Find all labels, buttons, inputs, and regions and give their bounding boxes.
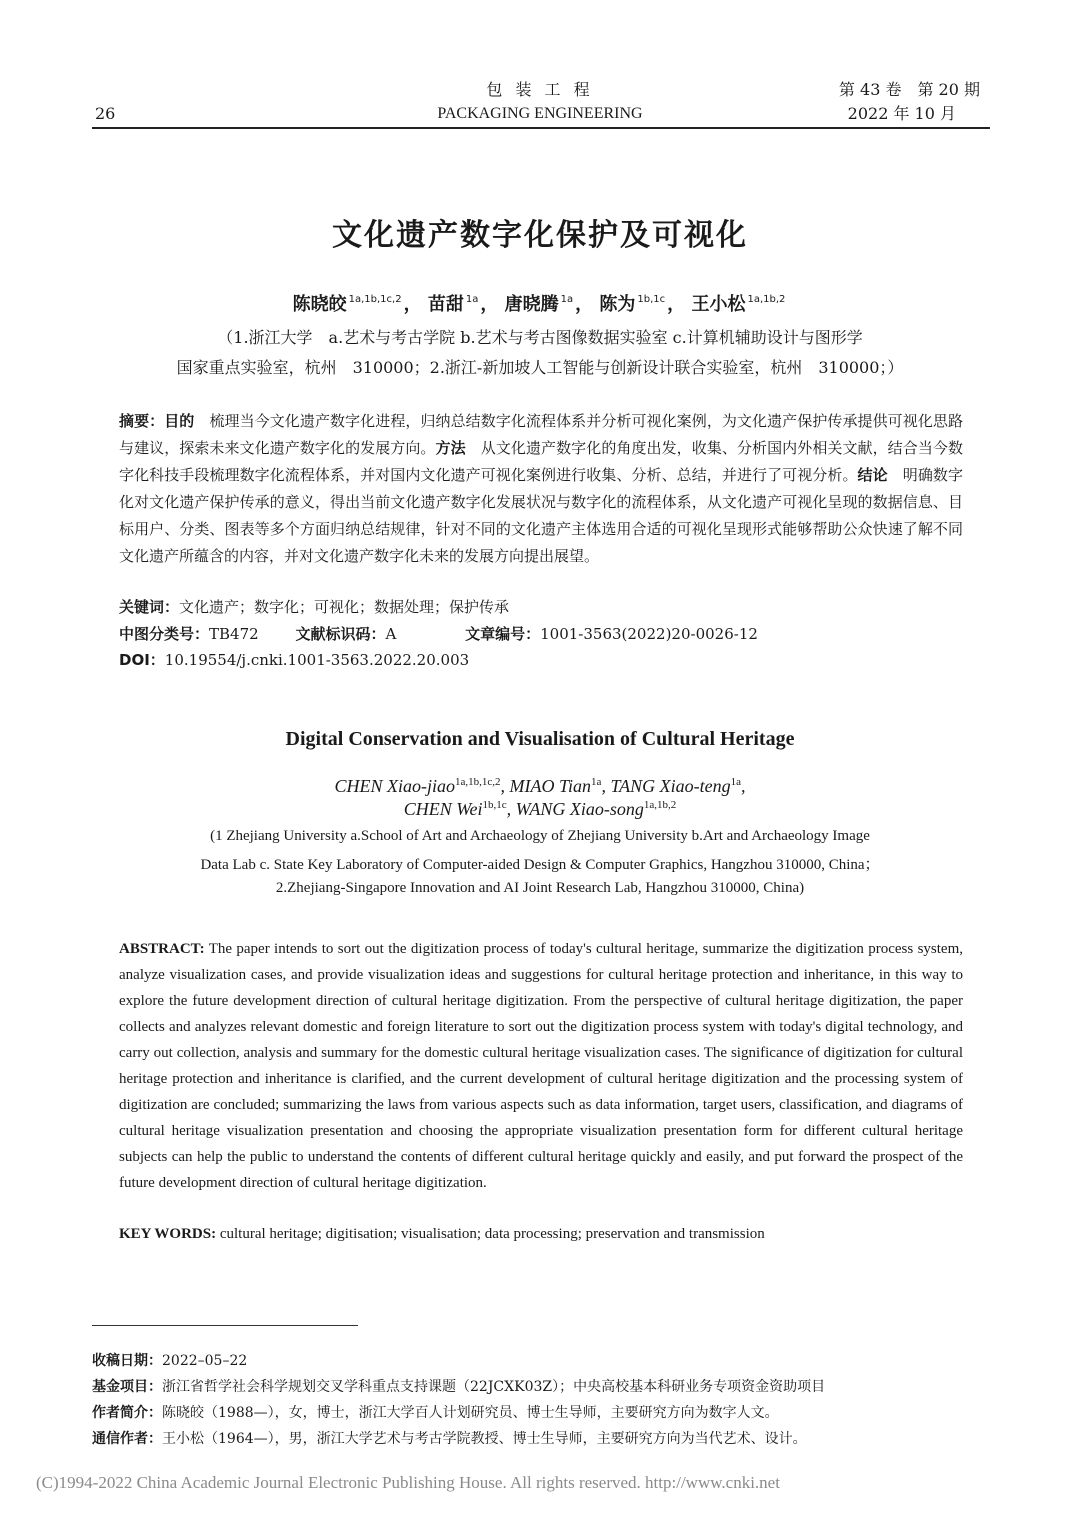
- conclusion-label: 结论: [857, 466, 888, 484]
- header-rule: [92, 127, 990, 129]
- clc-number: TB472: [209, 625, 259, 643]
- abstract-cn: [119, 408, 963, 570]
- paper-title-en: Digital Conservation and Visualisation of Cultural Heritage: [285, 728, 795, 750]
- affiliation-en-line: 2.Zhejiang-Singapore Innovation and AI Joint Research Lab, Hangzhou 310000, China): [275, 880, 805, 896]
- method-text: 从文化遗产数字化的角度出发，收集、分析国内外相关文献，结合当今数字化科技手段梳理数字化流程体系，并对国内文化遗产可视化案例进行收集、分析、总结，并进行了可视分析。: [119, 439, 963, 484]
- footnote-funding: 基金项目：浙江省哲学社会科学规划交叉学科重点支持课题（22JCXK03Z）；中央高校基本科研业务专项资金资助项目: [92, 1379, 826, 1395]
- affiliation-en-line: (1 Zhejiang University a.School of Art and Archaeology of Zhejiang University b.Art and Archaeology Image: [210, 828, 870, 844]
- abstract-en-text: The paper intends to sort out the digitization process of today's cultural heritage, summarize the digitization process system, analyze visualization cases, and provide visualization ideas and suggestions for cultural heritage protection and inheritance, in this way to explore the future development direction of cultural heritage digitization. From the perspective of cultural heritage digitization, the paper collects and analyzes relevant domestic and foreign literature to sort out the digitization process system with today's digital technology, and carry out collection, analysis and summary for the domestic cultural heritage visualization cases. The significance of digitization for cultural heritage protection and inheritance is clarified, and the current development of cultural heritage digitization and the processing system of digitization are concluded; summarizing the laws from various aspects such as data information, target users, classification, and diagrams of cultural heritage visualization presentation and choosing the appropriate visualization presentation form for different cultural heritage subjects can help the public to understand the contents of different cultural heritage quickly and easily, and put forward the prospect of the future development direction of cultural heritage digitization.: [119, 941, 963, 1191]
- affiliation-en-line: Data Lab c. State Key Laboratory of Computer-aided Design & Computer Graphics, Hangzhou 310000, China；: [200, 857, 880, 873]
- footnote-rule: [92, 1325, 358, 1326]
- purpose-label: 目的: [164, 412, 195, 430]
- author-list-en-line1: CHEN Xiao-jiao$^{1a,1b,1c,2}$, MIAO Tian$^{1a}$, TANG Xiao-teng$^{1a}$,: [334, 776, 746, 796]
- author-list-en-line2: CHEN Wei$^{1b,1c}$, WANG Xiao-song$^{1a,1b,2}$: [403, 799, 677, 819]
- author-list-cn: [0, 290, 1080, 316]
- abstract-en-label: ABSTRACT:: [119, 941, 205, 957]
- paper-title-cn: 文化遗产数字化保护及可视化: [332, 218, 748, 253]
- keywords-cn: 关键词：文化遗产；数字化；可视化；数据处理；保护传承: [119, 598, 510, 616]
- conclusion-text: 明确数字化对文化遗产保护传承的意义，得出当前文化遗产数字化发展状况与数字化的流程体系，从文化遗产可视化呈现的数据信息、目标用户、分类、图表等多个方面归纳总结规律，针对不同的文化遗产主体选用合适的可视化呈现形式能够帮助公众快速了解不同文化遗产所蕴含的内容，并对文化遗产数字化未来的发展方向提出展望。: [119, 466, 963, 565]
- author-cn: 唐晓腾 $^{1a}$ ，: [504, 294, 594, 315]
- footnote-received: 收稿日期：2022–05–22: [92, 1353, 248, 1369]
- footnote-author-bio: 作者简介：陈晓皎（1988—），女，博士，浙江大学百人计划研究员、博士生导师，主要研究方向为数字人文。: [92, 1405, 779, 1421]
- journal-name-cn: 包 装 工 程: [486, 80, 594, 99]
- method-label: 方法: [435, 439, 466, 457]
- volume-issue: 第 43 卷 第 20 期: [838, 80, 980, 99]
- abstract-label: 摘要：: [119, 412, 165, 430]
- author-cn: 陈为 $^{1b,1c}$ ，: [599, 294, 686, 315]
- purpose-text: 梳理当今文化遗产数字化进程，归纳总结数字化流程体系并分析可视化案例，为文化遗产保护传承提供可视化思路与建议，探索未来文化遗产数字化的发展方向。: [119, 412, 963, 457]
- article-number: 1001-3563(2022)20-0026-12: [540, 625, 758, 643]
- affiliation-cn-line: 国家重点实验室，杭州 310000；2.浙江-新加坡人工智能与创新设计联合实验室，杭州 310000；）: [176, 358, 904, 377]
- author-cn: 王小松 $^{1a,1b,2}$: [691, 294, 786, 315]
- doi-line: DOI：10.19554/j.cnki.1001-3563.2022.20.003: [119, 651, 470, 669]
- journal-name-en: PACKAGING ENGINEERING: [437, 105, 643, 122]
- issue-date: 2022 年 10 月: [847, 104, 956, 123]
- affiliation-cn-line: （1.浙江大学 a.艺术与考古学院 b.艺术与考古图像数据实验室 c.计算机辅助设计与图形学: [217, 328, 863, 347]
- author-cn: 陈晓皎 $^{1a,1b,1c,2}$ ，: [292, 294, 422, 315]
- keywords-en: KEY WORDS: cultural heritage; digitisation; visualisation; data processing; preservation and transmission: [119, 1226, 765, 1242]
- classification-line: 中图分类号：TB472 文献标识码：A 文章编号：1001-3563(2022)20-0026-12: [119, 625, 758, 643]
- copyright-notice: (C)1994-2022 China Academic Journal Electronic Publishing House. All rights reserved. http://www.cnki.net: [36, 1473, 780, 1492]
- abstract-en: [119, 936, 963, 1196]
- author-cn: 苗甜 $^{1a}$ ，: [427, 294, 499, 315]
- footnote-corresponding: 通信作者：王小松（1964—），男，浙江大学艺术与考古学院教授、博士生导师，主要研究方向为当代艺术、设计。: [92, 1431, 807, 1447]
- doc-code: A: [385, 625, 397, 643]
- page-number: 26: [95, 104, 116, 123]
- doi-value: 10.19554/j.cnki.1001-3563.2022.20.003: [164, 651, 470, 669]
